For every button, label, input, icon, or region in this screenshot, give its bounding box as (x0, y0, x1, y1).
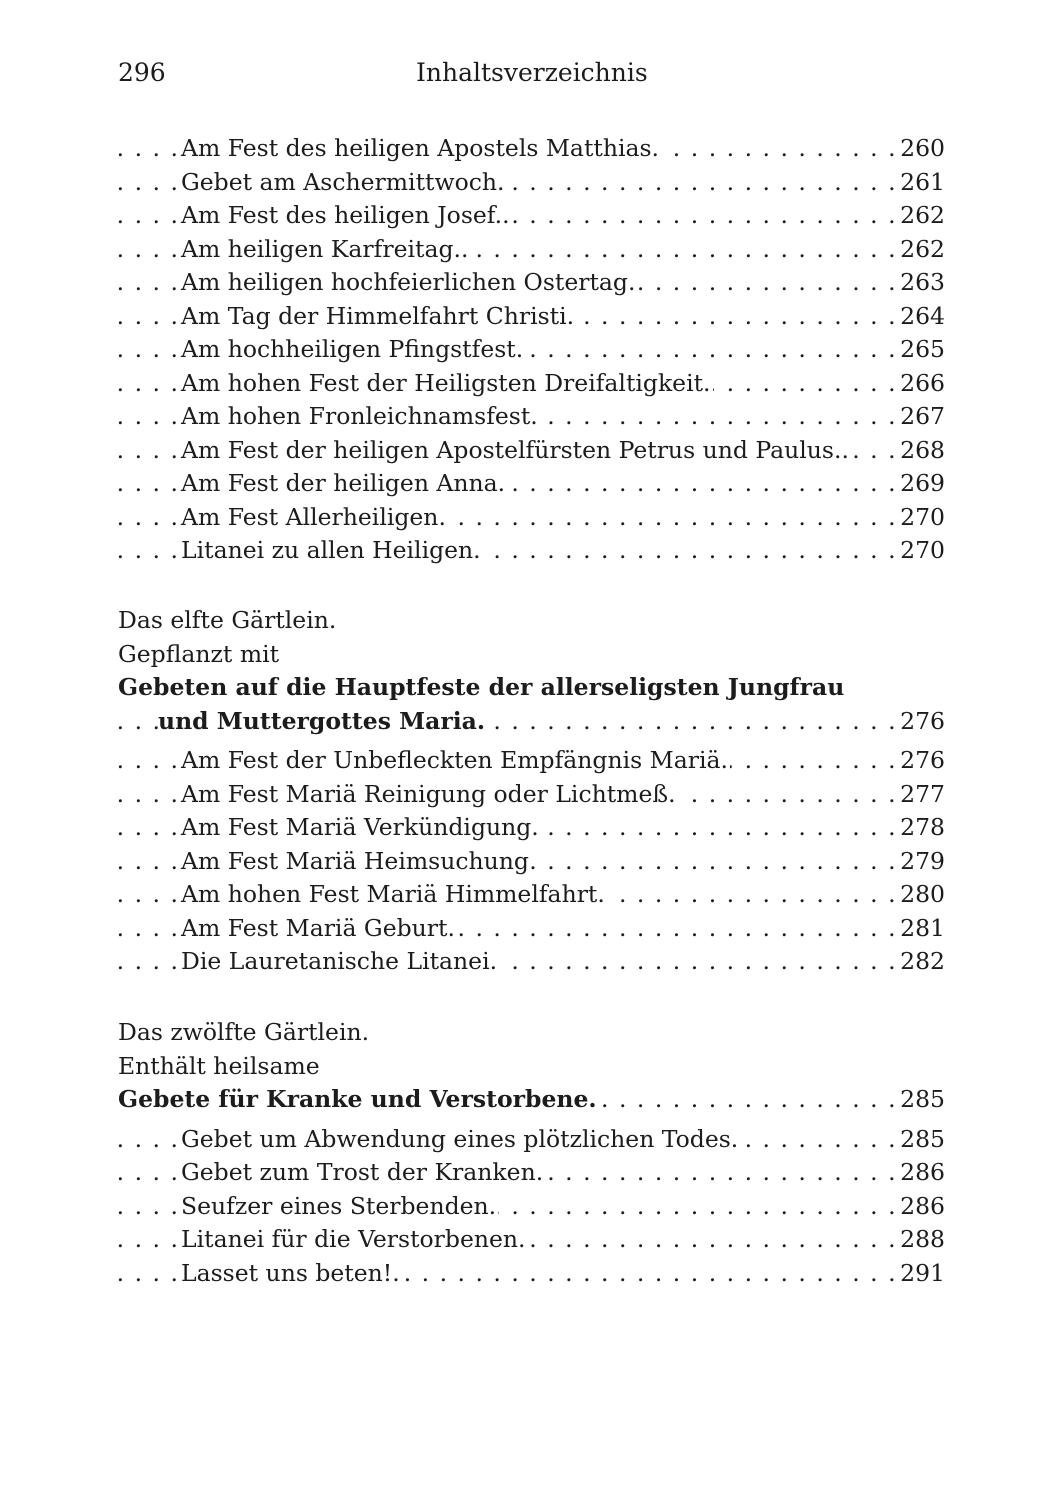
toc-entry-title: Am Fest Mariä Verkündigung. (181, 813, 539, 841)
toc-entry (118, 778, 945, 812)
section-intro-line: Das zwölfte Gärtlein. (118, 1018, 370, 1046)
toc-entry (118, 467, 945, 501)
toc-entry-title: Am heiligen hochfeierlichen Ostertag. (181, 268, 636, 296)
toc-entry-page: 266 (898, 367, 945, 401)
toc-entry-page: 277 (898, 778, 945, 812)
toc-entry (118, 501, 945, 535)
toc-entry (118, 744, 945, 778)
toc-entry (118, 1223, 945, 1257)
toc-entry-page: 268 (898, 434, 945, 468)
toc-entry (118, 233, 945, 267)
toc-entry-title: Gebet am Aschermittwoch. (181, 167, 505, 196)
toc-entry (118, 912, 945, 946)
toc-entry-page: 288 (898, 1223, 945, 1257)
toc-entry-title: Am Fest der Unbefleckten Empfängnis Mariä. (181, 746, 728, 774)
toc-entry (118, 400, 945, 434)
toc-entry-page: 260 (898, 132, 945, 166)
toc-entry (118, 534, 945, 568)
toc-entry-title: Litanei für die Verstorbenen. (181, 1225, 526, 1253)
toc-entry-page: 276 (898, 744, 945, 778)
toc-entry-title: Lasset uns beten!. (181, 1258, 400, 1287)
toc-entry-page: 270 (898, 534, 945, 568)
toc-entry-title: Am heiligen Karfreitag.. (181, 234, 469, 263)
toc-entry (118, 132, 945, 166)
toc-entry-page: 280 (898, 878, 945, 912)
toc-entry (118, 945, 945, 979)
toc-entry-page: 282 (898, 945, 945, 979)
toc-entry (118, 333, 945, 367)
toc-section-eleventh-garden (118, 604, 945, 979)
toc-entry-page: 270 (898, 501, 945, 535)
section-heading-page: 276 (898, 705, 945, 739)
section-intro-line: Gepflanzt mit (118, 639, 280, 668)
section-intro-line: Enthält heilsame (118, 1051, 320, 1080)
toc-entry (118, 1190, 945, 1224)
toc-entry (118, 166, 945, 200)
running-header (118, 58, 945, 92)
section-intro-line: Das elfte Gärtlein. (118, 606, 337, 634)
toc-entry-title: Gebet um Abwendung eines plötzlichen Todes. (181, 1124, 739, 1153)
toc-entry-title: Am hohen Fest Mariä Himmelfahrt. (181, 880, 605, 908)
toc-entry-page: 265 (898, 333, 945, 367)
toc-entry-page: 262 (898, 233, 945, 267)
toc-entry-page: 269 (898, 467, 945, 501)
toc-entry-page: 263 (898, 266, 945, 300)
section-heading-page: 285 (898, 1083, 945, 1117)
toc-entry (118, 1123, 945, 1157)
toc-entry (118, 811, 945, 845)
toc-entry-page: 285 (898, 1123, 945, 1157)
toc-entry-title: Seufzer eines Sterbenden. (181, 1191, 497, 1220)
toc-entry (118, 845, 945, 879)
section-heading: Gebeten auf die Hauptfeste der allerseligsten Jungfrau (118, 673, 845, 701)
toc-entry-page: 278 (898, 811, 945, 845)
toc-entry-page: 262 (898, 199, 945, 233)
toc-entry-title: Am Fest Mariä Geburt. (181, 913, 455, 942)
running-title: Inhaltsverzeichnis (416, 58, 648, 87)
toc-entry-title: Am Fest des heiligen Josef.. (181, 201, 510, 229)
toc-entry-title: Am Fest der heiligen Apostelfürsten Petrus und Paulus.. (181, 435, 849, 464)
toc-entry (118, 878, 945, 912)
toc-entry-title: Am Fest Mariä Heimsuchung (181, 846, 529, 875)
toc-entry (118, 199, 945, 233)
toc-entry-page: 267 (898, 400, 945, 434)
toc-entry-title: Am hochheiligen Pfingstfest. (181, 335, 524, 363)
toc-entry-page: 281 (898, 912, 945, 946)
toc-entry-page: 264 (898, 300, 945, 334)
toc-entry (118, 434, 945, 468)
toc-entry-page: 291 (898, 1257, 945, 1291)
toc-entry (118, 266, 945, 300)
toc-entry (118, 367, 945, 401)
toc-entry-title: Am Fest der heiligen Anna. (181, 469, 506, 497)
toc-entry (118, 1156, 945, 1190)
toc-entry-title: Am Fest des heiligen Apostels Matthias. (181, 134, 660, 162)
toc-entry-page: 279 (898, 845, 945, 879)
toc-entry-title: Am Fest Allerheiligen. (181, 502, 446, 531)
toc-entry-title: Am hohen Fest der Heiligsten Dreifaltigkeit. (181, 368, 711, 397)
toc-entry-title: Am hohen Fronleichnamsfest. (181, 402, 538, 430)
toc-entry-page: 261 (898, 166, 945, 200)
toc-entry-page: 286 (898, 1190, 945, 1224)
toc-entry (118, 300, 945, 334)
toc-entry-title: Die Lauretanische Litanei. (181, 947, 498, 975)
toc-entry-page: 286 (898, 1156, 945, 1190)
toc-entry-title: Litanei zu allen Heiligen. (181, 536, 481, 564)
section-heading-continued: und Muttergottes Maria. 276 . . . (118, 705, 945, 739)
toc-entry (118, 1257, 945, 1291)
toc-entry-title: Gebet zum Trost der Kranken. (181, 1158, 544, 1186)
page-number: 296 (118, 58, 166, 87)
toc-entry-title: Am Tag der Himmelfahrt Christi. (181, 301, 575, 330)
section-heading: Gebete für Kranke und Verstorbene. 285 . . . (118, 1083, 945, 1117)
toc-entry-title: Am Fest Mariä Reinigung oder Lichtmeß. (181, 779, 676, 808)
toc-section-feasts (118, 132, 945, 568)
toc-section-twelfth-garden (118, 1016, 945, 1290)
